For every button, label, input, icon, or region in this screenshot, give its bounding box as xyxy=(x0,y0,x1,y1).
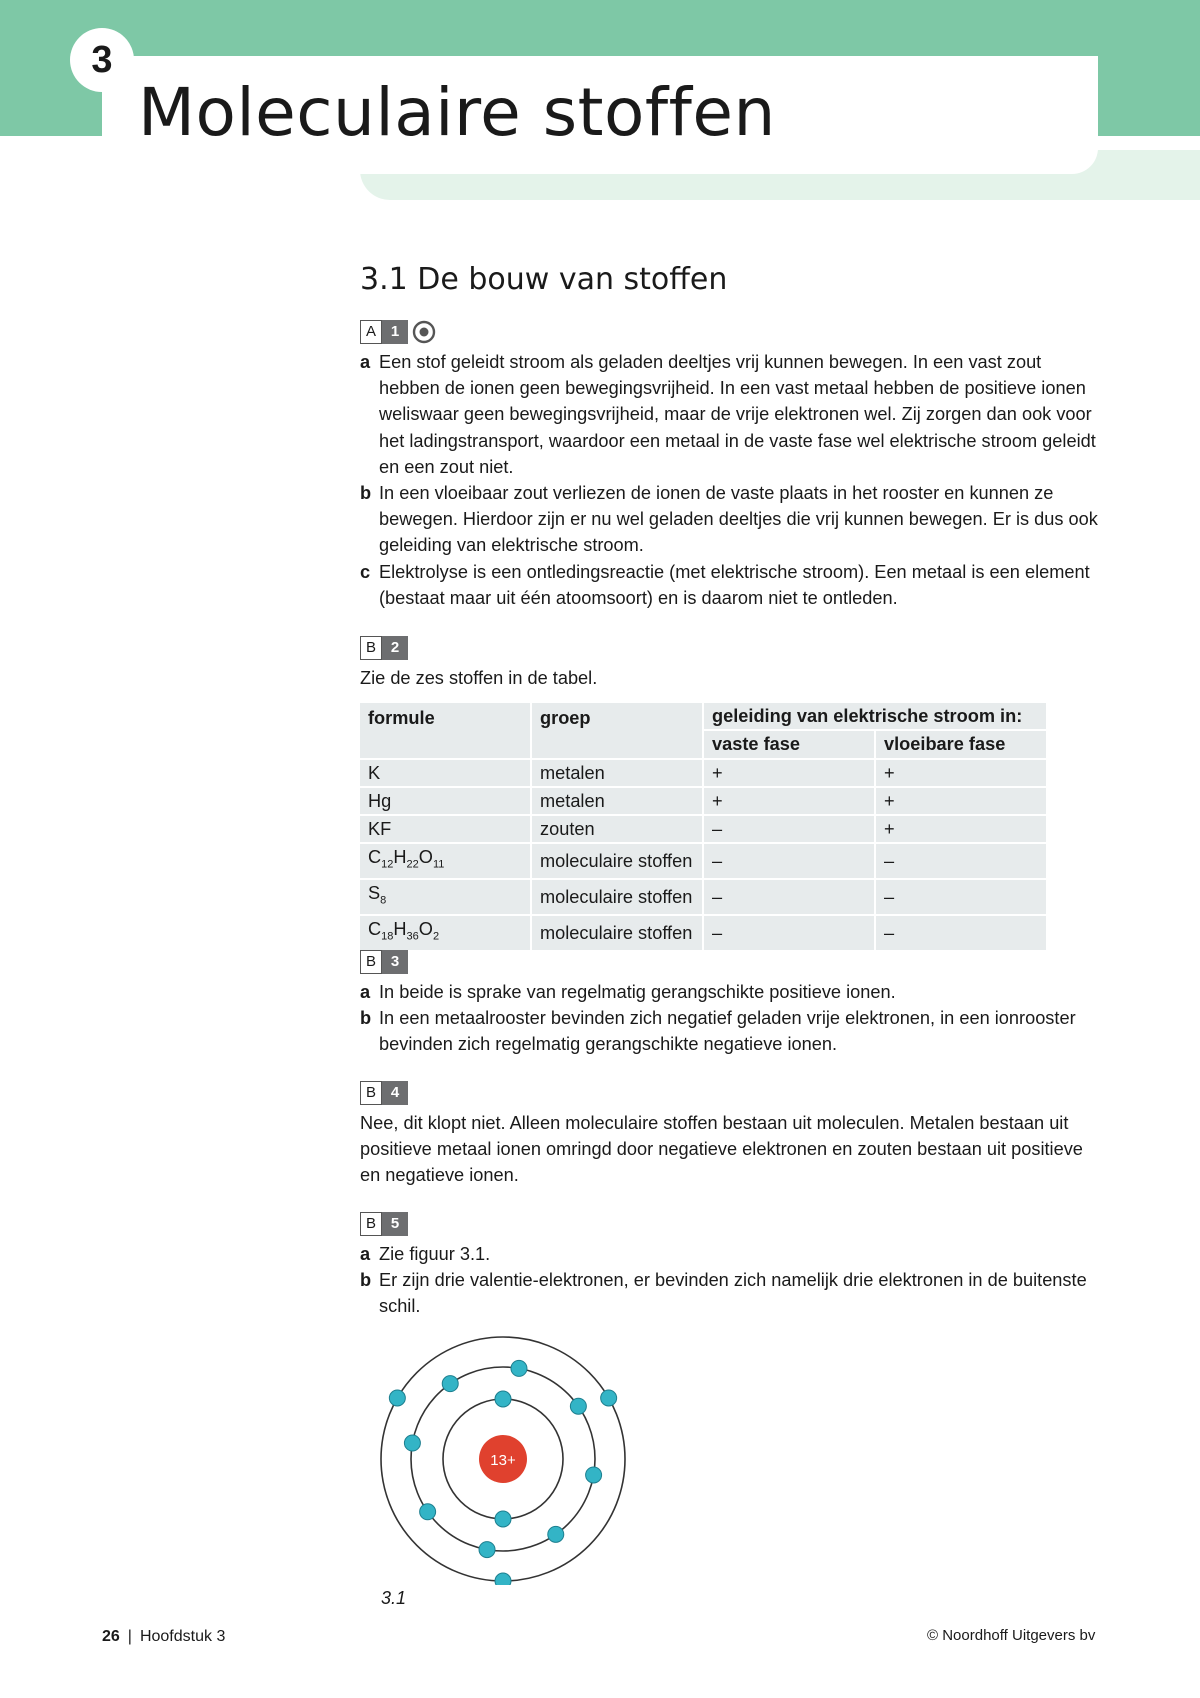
figure-caption: 3.1 xyxy=(381,1588,407,1608)
electron xyxy=(495,1511,511,1527)
exercise-level: B xyxy=(360,950,382,974)
atom-diagram xyxy=(370,1325,650,1585)
electron xyxy=(479,1542,495,1558)
cell-vast: + xyxy=(704,760,874,788)
cell-vloeibaar: – xyxy=(876,916,1046,952)
exercise-level: B xyxy=(360,636,382,660)
exercise-a1 xyxy=(360,319,1100,611)
cell-formule: Hg xyxy=(360,788,530,816)
electron xyxy=(404,1435,420,1451)
exercise-level: B xyxy=(360,1212,382,1236)
electron xyxy=(495,1391,511,1407)
exercise-number: 5 xyxy=(382,1212,408,1236)
exercise-number: 4 xyxy=(382,1081,408,1105)
exercise-tag xyxy=(360,1211,1100,1237)
table-row xyxy=(360,916,1046,952)
cell-formule: KF xyxy=(360,816,530,844)
substances-table xyxy=(358,703,1048,952)
table-row xyxy=(360,816,1046,844)
col-header-formule: formule xyxy=(360,703,530,759)
chapter-title: Moleculaire stoffen xyxy=(138,74,776,151)
exercise-tag xyxy=(360,949,1100,975)
cell-vloeibaar: + xyxy=(876,816,1046,844)
answer-item: b In een metaalrooster bevinden zich negatief geladen vrije elektronen, in een ionrooster bevinden zich regelmatig gerangschikte negatieve ionen. xyxy=(360,1008,1076,1055)
cell-groep: moleculaire stoffen xyxy=(532,916,702,952)
exercise-intro: Zie de zes stoffen in de tabel. xyxy=(360,668,598,688)
chapter-number: 3 xyxy=(70,28,134,92)
answer-item: a Een stof geleidt stroom als geladen deeltjes vrij kunnen bewegen. In een vast zout hebben de ionen geen bewegingsvrijheid. In een vast metaal hebben de positieve ionen weliswaar geen bewegingsvrijheid, maar de vrije elektronen wel. Zij zorgen dan ook voor het ladingstransport, waardoor een metaal in de vaste fase wel elektrische stroom geleidt en een zout niet. xyxy=(360,352,1096,477)
electron xyxy=(495,1573,511,1585)
electron xyxy=(442,1376,458,1392)
cell-groep: moleculaire stoffen xyxy=(532,880,702,916)
cell-formule: K xyxy=(360,760,530,788)
table-row xyxy=(360,880,1046,916)
exercise-tag xyxy=(360,1080,1100,1106)
exercise-number: 2 xyxy=(382,636,408,660)
table-row xyxy=(360,760,1046,788)
cell-groep: metalen xyxy=(532,788,702,816)
cell-vast: – xyxy=(704,844,874,880)
cell-vloeibaar: + xyxy=(876,788,1046,816)
exercise-level: B xyxy=(360,1081,382,1105)
cell-vast: – xyxy=(704,916,874,952)
cell-formule: $C_{12}H_{22}O_{11}$ xyxy=(360,844,530,880)
cell-vloeibaar: – xyxy=(876,880,1046,916)
exercise-number: 1 xyxy=(382,320,408,344)
cell-formule: $S_8$ xyxy=(360,880,530,916)
table-row xyxy=(360,844,1046,880)
cell-vast: – xyxy=(704,880,874,916)
answer-text: Nee, dit klopt niet. Alleen moleculaire stoffen bestaan uit moleculen. Metalen bestaan uit positieve metaal ionen omringd door negatieve elektronen en zouten bestaan uit positieve en negatieve ionen. xyxy=(360,1113,1083,1186)
electron xyxy=(548,1526,564,1542)
page-number: 26 xyxy=(102,1628,120,1645)
exercise-b3 xyxy=(360,949,1100,1058)
cell-vloeibaar: – xyxy=(876,844,1046,880)
cell-groep: moleculaire stoffen xyxy=(532,844,702,880)
target-icon xyxy=(412,320,436,344)
answer-item: a Zie figuur 3.1. xyxy=(360,1244,491,1264)
electron xyxy=(389,1390,405,1406)
exercise-tag xyxy=(360,635,1100,661)
footer-left: 26 | Hoofdstuk 3 xyxy=(102,1628,226,1645)
answer-item: b In een vloeibaar zout verliezen de ionen de vaste plaats in het rooster en kunnen ze bewegen. Hierdoor zijn er nu wel geladen deeltjes die vrij kunnen bewegen. Er is dus ook geleiding van elektrische stroom. xyxy=(360,483,1098,556)
cell-formule: $C_{18}H_{36}O_2$ xyxy=(360,916,530,952)
copyright: © Noordhoff Uitgevers bv xyxy=(927,1627,1096,1644)
exercise-level: A xyxy=(360,320,382,344)
nucleus-label: 13+ xyxy=(490,1452,516,1469)
exercise-b2 xyxy=(360,635,1100,952)
cell-vloeibaar: + xyxy=(876,760,1046,788)
chapter-label: Hoofdstuk 3 xyxy=(139,1628,226,1645)
electron xyxy=(601,1390,617,1406)
electron xyxy=(511,1360,527,1376)
table-row xyxy=(360,788,1046,816)
exercise-number: 3 xyxy=(382,950,408,974)
electron xyxy=(420,1504,436,1520)
col-header-vloeibaar: vloeibare fase xyxy=(876,731,1046,759)
answer-item: b Er zijn drie valentie-elektronen, er bevinden zich namelijk drie elektronen in de buitenste schil. xyxy=(360,1270,1087,1317)
cell-groep: metalen xyxy=(532,760,702,788)
exercise-tag xyxy=(360,319,1100,345)
electron xyxy=(586,1467,602,1483)
cell-vast: – xyxy=(704,816,874,844)
col-header-groep: groep xyxy=(532,703,702,759)
cell-vast: + xyxy=(704,788,874,816)
answer-item: c Elektrolyse is een ontledingsreactie (met elektrische stroom). Een metaal is een element (bestaat maar uit één atoomsoort) en is daarom niet te ontleden. xyxy=(360,561,1090,608)
cell-groep: zouten xyxy=(532,816,702,844)
exercise-b5 xyxy=(360,1211,1100,1320)
col-header-vast: vaste fase xyxy=(704,731,874,759)
exercise-b4 xyxy=(360,1080,1100,1189)
electron xyxy=(570,1398,586,1414)
col-header-geleiding: geleiding van elektrische stroom in: xyxy=(704,703,1046,731)
answer-item: a In beide is sprake van regelmatig gerangschikte positieve ionen. xyxy=(360,982,896,1002)
section-title: 3.1 De bouw van stoffen xyxy=(360,262,728,297)
